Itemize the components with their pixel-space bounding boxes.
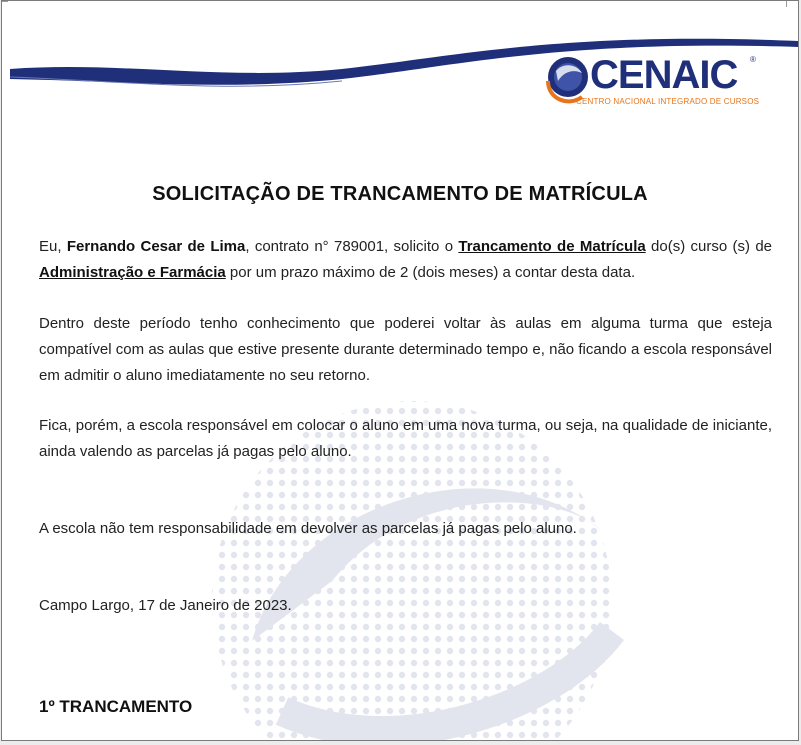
p1-text-2: , contrato n° 789001, solicito o xyxy=(245,238,459,255)
logo-wordmark: CENAIC xyxy=(590,53,738,97)
trancamento-term: Trancamento de Matrícula xyxy=(458,238,646,255)
p1-text-4: por um prazo máximo de 2 (dois meses) a contar desta data. xyxy=(225,264,636,281)
paragraph-new-class: Fica, porém, a escola responsável em colocar o aluno em uma nova turma, ou seja, na qualidade de iniciante, ainda valendo as parcelas já pagas pelo aluno. xyxy=(39,417,772,460)
paragraph-request xyxy=(39,234,772,286)
document-title: SOLICITAÇÃO DE TRANCAMENTO DE MATRÍCULA xyxy=(152,183,648,205)
p1-text-1: Eu, xyxy=(39,238,67,255)
paragraph-period: Dentro deste período tenho conhecimento que poderei voltar às aulas em alguma turma que esteja compatível com as aulas que estive presente durante determinado tempo e, não ficando a escola responsável em admitir o aluno imediatamente no seu retorno. xyxy=(39,315,772,384)
date-line: Campo Largo, 17 de Janeiro de 2023. xyxy=(39,597,292,614)
course-names: Administração e Farmácia xyxy=(39,264,226,281)
section-heading: 1º TRANCAMENTO xyxy=(39,697,193,716)
logo-subtitle: CENTRO NACIONAL INTEGRADO DE CURSOS xyxy=(576,97,760,106)
paragraph-no-refund: A escola não tem responsabilidade em devolver as parcelas já pagas pelo aluno. xyxy=(39,520,577,537)
p1-text-3: do(s) curso (s) de xyxy=(645,238,773,255)
student-name: Fernando Cesar de Lima xyxy=(66,238,246,255)
logo-registered-mark: ® xyxy=(750,55,756,64)
document-page xyxy=(1,0,799,741)
cenaic-logo xyxy=(542,51,762,113)
